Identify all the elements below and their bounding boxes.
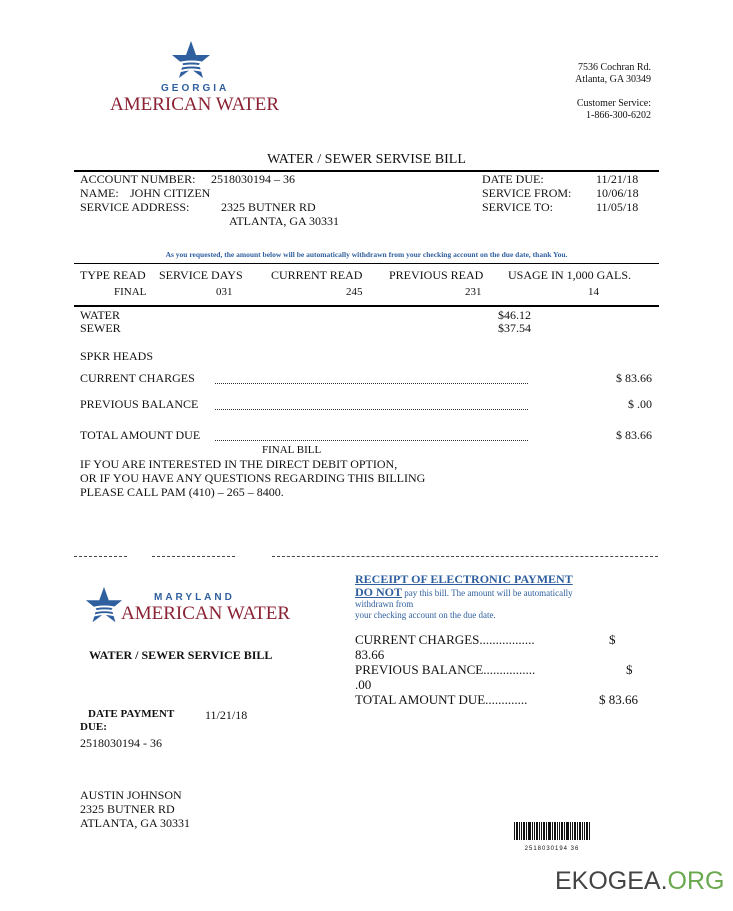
stub-bill-title: WATER / SEWER SERVICE BILL <box>89 648 273 662</box>
stub-total-due-label: TOTAL AMOUNT DUE............. <box>355 692 528 707</box>
sewer-amount: $37.54 <box>498 321 531 335</box>
current-charges-amount: $ 83.66 <box>616 371 652 385</box>
stub-previous-balance-dollar: $ <box>626 662 633 677</box>
customer-name: JOHN CITIZEN <box>130 186 211 200</box>
stub-total-due-value: $ 83.66 <box>599 692 638 707</box>
date-payment-value: 11/21/18 <box>205 708 248 722</box>
watermark <box>555 866 725 896</box>
state-label: GEORGIA <box>161 83 230 94</box>
stub-current-charges-label: CURRENT CHARGES................. <box>355 632 535 647</box>
debit-note-2: OR IF YOU HAVE ANY QUESTIONS REGARDING THIS BILLING <box>80 471 426 485</box>
meter-service-days: 031 <box>216 286 233 298</box>
customer-service-phone: 1-866-300-6202 <box>586 110 651 121</box>
service-from-label: SERVICE FROM: <box>482 186 572 200</box>
do-not-label: DO NOT <box>355 585 403 599</box>
tear-line-segment-2 <box>152 556 235 557</box>
current-charges-label: CURRENT CHARGES <box>80 371 195 385</box>
meter-header-type: TYPE READ <box>80 268 146 282</box>
maryland-logo <box>84 586 291 630</box>
stub-previous-balance-label: PREVIOUS BALANCE................ <box>355 662 536 677</box>
address-line-2: Atlanta, GA 30349 <box>575 74 651 85</box>
service-from-value: 10/06/18 <box>596 186 639 200</box>
date-payment-label-2: DUE: <box>80 721 107 733</box>
receipt-text-line-3: your checking account on the due date. <box>355 610 496 620</box>
account-label: ACCOUNT NUMBER: <box>80 172 196 186</box>
date-payment-label-1: DATE PAYMENT <box>88 708 175 720</box>
meter-header-current: CURRENT READ <box>271 268 363 282</box>
receipt-text-line-1: pay this bill. The amount will be automatically <box>402 588 573 598</box>
previous-balance-amount: $ .00 <box>628 397 652 411</box>
autopay-note: As you requested, the amount below will be automatically withdrawn from your checking account on the due date, thank You. <box>165 250 568 259</box>
receipt-text <box>355 587 655 621</box>
total-due-label: TOTAL AMOUNT DUE <box>80 428 201 442</box>
water-label: WATER <box>80 308 120 322</box>
tear-line-segment-3 <box>272 556 658 557</box>
customer-service-label: Customer Service: <box>576 98 651 109</box>
date-due-value: 11/21/18 <box>596 172 639 186</box>
previous-balance-leader <box>215 409 528 410</box>
brand-name: AMERICAN WATER <box>110 94 280 115</box>
mailing-address-1: 2325 BUTNER RD <box>80 802 175 816</box>
stub-brand-name: AMERICAN WATER <box>121 603 291 624</box>
meter-header-usage: USAGE IN 1,000 GALS. <box>508 268 631 282</box>
meter-previous-read: 231 <box>465 286 482 298</box>
mailing-address-2: ATLANTA, GA 30331 <box>80 816 191 830</box>
meter-type-read: FINAL <box>114 286 147 298</box>
account-number: 2518030194 – 36 <box>211 172 295 186</box>
spkr-heads-label: SPKR HEADS <box>80 349 154 363</box>
watermark-part-1: EKOGEA. <box>555 867 668 895</box>
address-line-1: 7536 Cochran Rd. <box>577 62 651 73</box>
total-due-leader <box>215 440 528 441</box>
service-to-label: SERVICE TO: <box>482 200 553 214</box>
meter-header-days: SERVICE DAYS <box>159 268 243 282</box>
debit-note-3: PLEASE CALL PAM (410) – 265 – 8400. <box>80 485 284 499</box>
barcode <box>514 822 590 852</box>
meter-current-read: 245 <box>346 286 363 298</box>
barcode-bars <box>514 822 590 840</box>
final-bill-label: FINAL BILL <box>262 444 322 456</box>
meter-bottom-rule <box>74 305 659 307</box>
total-due-amount: $ 83.66 <box>616 428 652 442</box>
star-wave-icon <box>170 40 212 82</box>
receipt-title: RECEIPT OF ELECTRONIC PAYMENT <box>355 572 573 586</box>
water-amount: $46.12 <box>498 308 531 322</box>
date-due-label: DATE DUE: <box>482 172 544 186</box>
stub-state-label: MARYLAND <box>154 592 235 603</box>
bill-title: WATER / SEWER SERVISE BILL <box>267 152 466 167</box>
service-address-label: SERVICE ADDRESS: <box>80 200 190 214</box>
tear-line-segment-1 <box>74 556 127 557</box>
company-address <box>575 62 651 122</box>
name-label: NAME: <box>80 186 119 200</box>
meter-usage: 14 <box>588 286 599 298</box>
sewer-label: SEWER <box>80 321 121 335</box>
service-address-line-2: ATLANTA, GA 30331 <box>229 214 340 228</box>
star-wave-icon <box>84 586 124 626</box>
georgia-logo <box>108 40 280 115</box>
debit-note-1: IF YOU ARE INTERESTED IN THE DIRECT DEBIT OPTION, <box>80 457 398 471</box>
watermark-part-2: ORG <box>667 867 725 895</box>
current-charges-leader <box>215 383 528 384</box>
previous-balance-label: PREVIOUS BALANCE <box>80 397 199 411</box>
stub-previous-balance-value: .00 <box>355 677 372 692</box>
service-address-line-1: 2325 BUTNER RD <box>221 200 316 214</box>
mailing-name: AUSTIN JOHNSON <box>80 788 182 802</box>
stub-account-number: 2518030194 - 36 <box>80 736 162 750</box>
barcode-number: 2518030194 36 <box>524 846 580 852</box>
meter-header-previous: PREVIOUS READ <box>389 268 484 282</box>
stub-current-charges-value: 83.66 <box>355 647 385 662</box>
stub-current-charges-dollar: $ <box>609 632 616 647</box>
receipt-text-line-2: withdrawn from <box>355 599 414 609</box>
service-to-value: 11/05/18 <box>596 200 639 214</box>
meter-top-rule <box>74 263 659 264</box>
